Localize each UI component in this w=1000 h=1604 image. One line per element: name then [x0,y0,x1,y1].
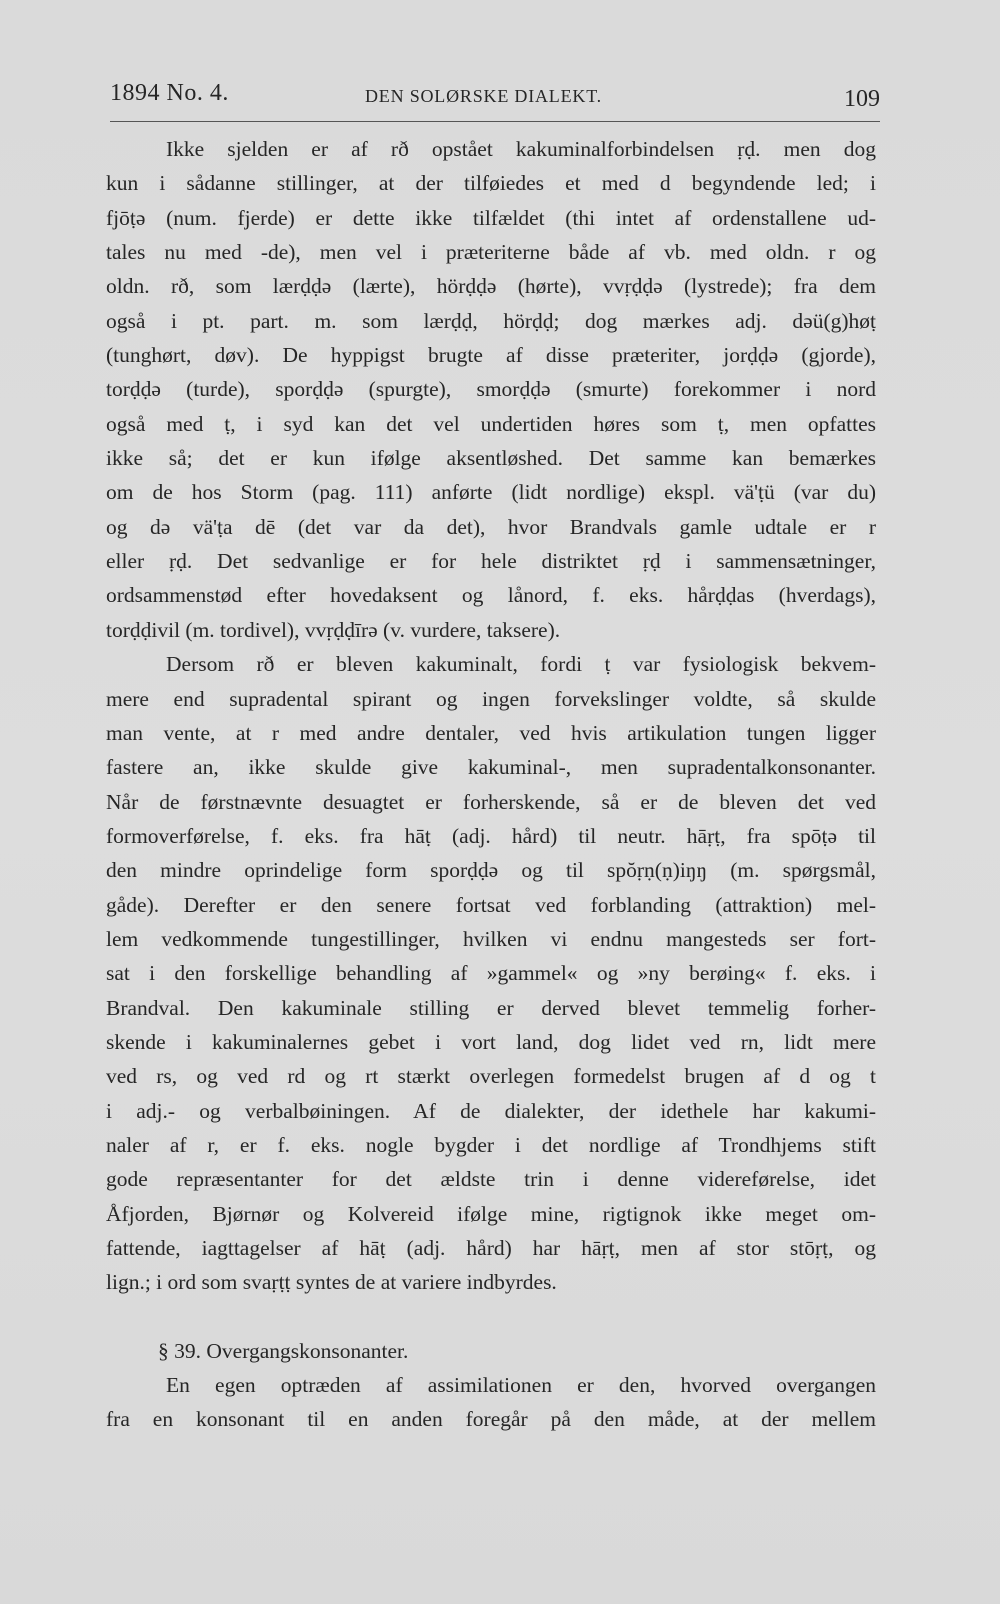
text-line: også i pt. part. m. som lærḍḍ, hörḍḍ; dog mærkes adj. dəü(g)høṭ [106,308,876,333]
text-line: Brandval. Den kakuminale stilling er derved blevet temmelig forher- [106,995,876,1020]
text-line: fattende, iagttagelser af hāṭ (adj. hård) har hāṛṭ, men af stor stōṛṭ, og [106,1236,876,1260]
text-line: fra en konsonant til en anden foregår på den måde, at der mellem [106,1407,876,1432]
running-head [110,74,880,114]
text-line: torḍḍivil (m. tordivel), vvṛḍḍīrə (v. vurdere, taksere). [106,617,561,642]
text-line: man vente, at r med andre dentaler, ved hvis artikulation tungen ligger [106,720,876,745]
text-line: mere end supradental spirant og ingen forvekslinger voldte, så skulde [106,686,876,711]
text-line: Dersom rð er bleven kakuminalt, fordi ṭ var fysiologisk bekvem- [166,652,876,677]
text-line: lem vedkommende tungestillinger, hvilken vi endnu mangesteds ser fort- [106,926,876,951]
text-line: tales nu med -de), men vel i præteriterne både af vb. med oldn. r og [106,240,876,265]
text-line: sat i den forskellige behandling af »gammel« og »ny berøing« f. eks. i [106,961,876,986]
header-rule [110,121,880,122]
text-line: En egen optræden af assimilationen er den, hvorved overgangen [166,1373,876,1398]
text-line: kun i sådanne stillinger, at der tilføiedes et med d begyndende led; i [106,171,876,196]
text-line: fjōṭə (num. fjerde) er dette ikke tilfældet (thi intet af ordenstallene ud- [106,205,876,230]
text-line: Åfjorden, Bjørnør og Kolvereid ifølge mine, rigtignok ikke meget om- [106,1201,876,1226]
body-text [106,132,876,1437]
text-line: ordsammenstød efter hovedaksent og lånord, f. eks. hårḍḍas (hverdags), [106,583,876,608]
text-line: gode repræsentanter for det ældste trin i denne videreførelse, idet [106,1167,876,1192]
text-line: formoverførelse, f. eks. fra hāṭ (adj. hård) til neutr. hāṛṭ, fra spōṭə til [106,823,876,848]
chapter-title: DEN SOLØRSKE DIALEKT. [365,86,602,106]
text-line: ved rs, og ved rd og rt stærkt overlegen formedelst brugen af d og t [106,1064,876,1089]
text-line: den mindre oprindelige form sporḍḍə og til spŏṛṇ(ṇ)iŋŋ (m. spørgsmål, [106,858,876,883]
issue-label: 1894 No. 4. [110,80,229,106]
text-line: ikke så; det er kun ifølge aksentløshed. Det samme kan bemærkes [106,446,876,471]
text-line: skende i kakuminalernes gebet i vort land, dog lidet ved rn, lidt mere [106,1029,876,1054]
text-line: torḍḍə (turde), sporḍḍə (spurgte), smorḍḍə (smurte) forekommer i nord [106,377,876,402]
text-line: oldn. rð, som lærḍḍə (lærte), hörḍḍə (hørte), vvṛḍḍə (lystrede); fra dem [106,274,876,299]
text-line: (tunghørt, døv). De hyppigst brugte af disse præteriter, jorḍḍə (gjorde), [106,343,876,368]
text-line: fastere an, ikke skulde give kakuminal-, men supradentalkonsonanter. [106,755,876,780]
text-line: om de hos Storm (pag. 111) anførte (lidt nordlige) ekspl. vä'ṭü (var du) [106,480,876,505]
text-line: Når de førstnævnte desuagtet er forherskende, så er de bleven det ved [106,789,876,814]
text-line: lign.; i ord som svaṛṭṭ syntes de at variere indbyrdes. [106,1270,557,1295]
text-line: i adj.- og verbalbøiningen. Af de dialekter, der idethele har kakumi- [106,1098,876,1123]
page-number: 109 [844,86,880,112]
section-heading: § 39. Overgangskonsonanter. [158,1338,409,1363]
text-line: naler af r, er f. eks. nogle bygder i det nordlige af Trondhjems stift [106,1132,876,1157]
text-line: gåde). Derefter er den senere fortsat ved forblanding (attraktion) mel- [106,892,876,917]
text-line: Ikke sjelden er af rð opstået kakuminalforbindelsen ṛḍ. men dog [166,137,876,161]
text-line: og də vä'ṭa dē (det var da det), hvor Brandvals gamle udtale er r [106,514,876,539]
text-line: eller ṛḍ. Det sedvanlige er for hele distriktet ṛḍ i sammensætninger, [106,549,876,574]
text-line: også med ṭ, i syd kan det vel undertiden høres som ṭ, men opfattes [106,411,876,436]
